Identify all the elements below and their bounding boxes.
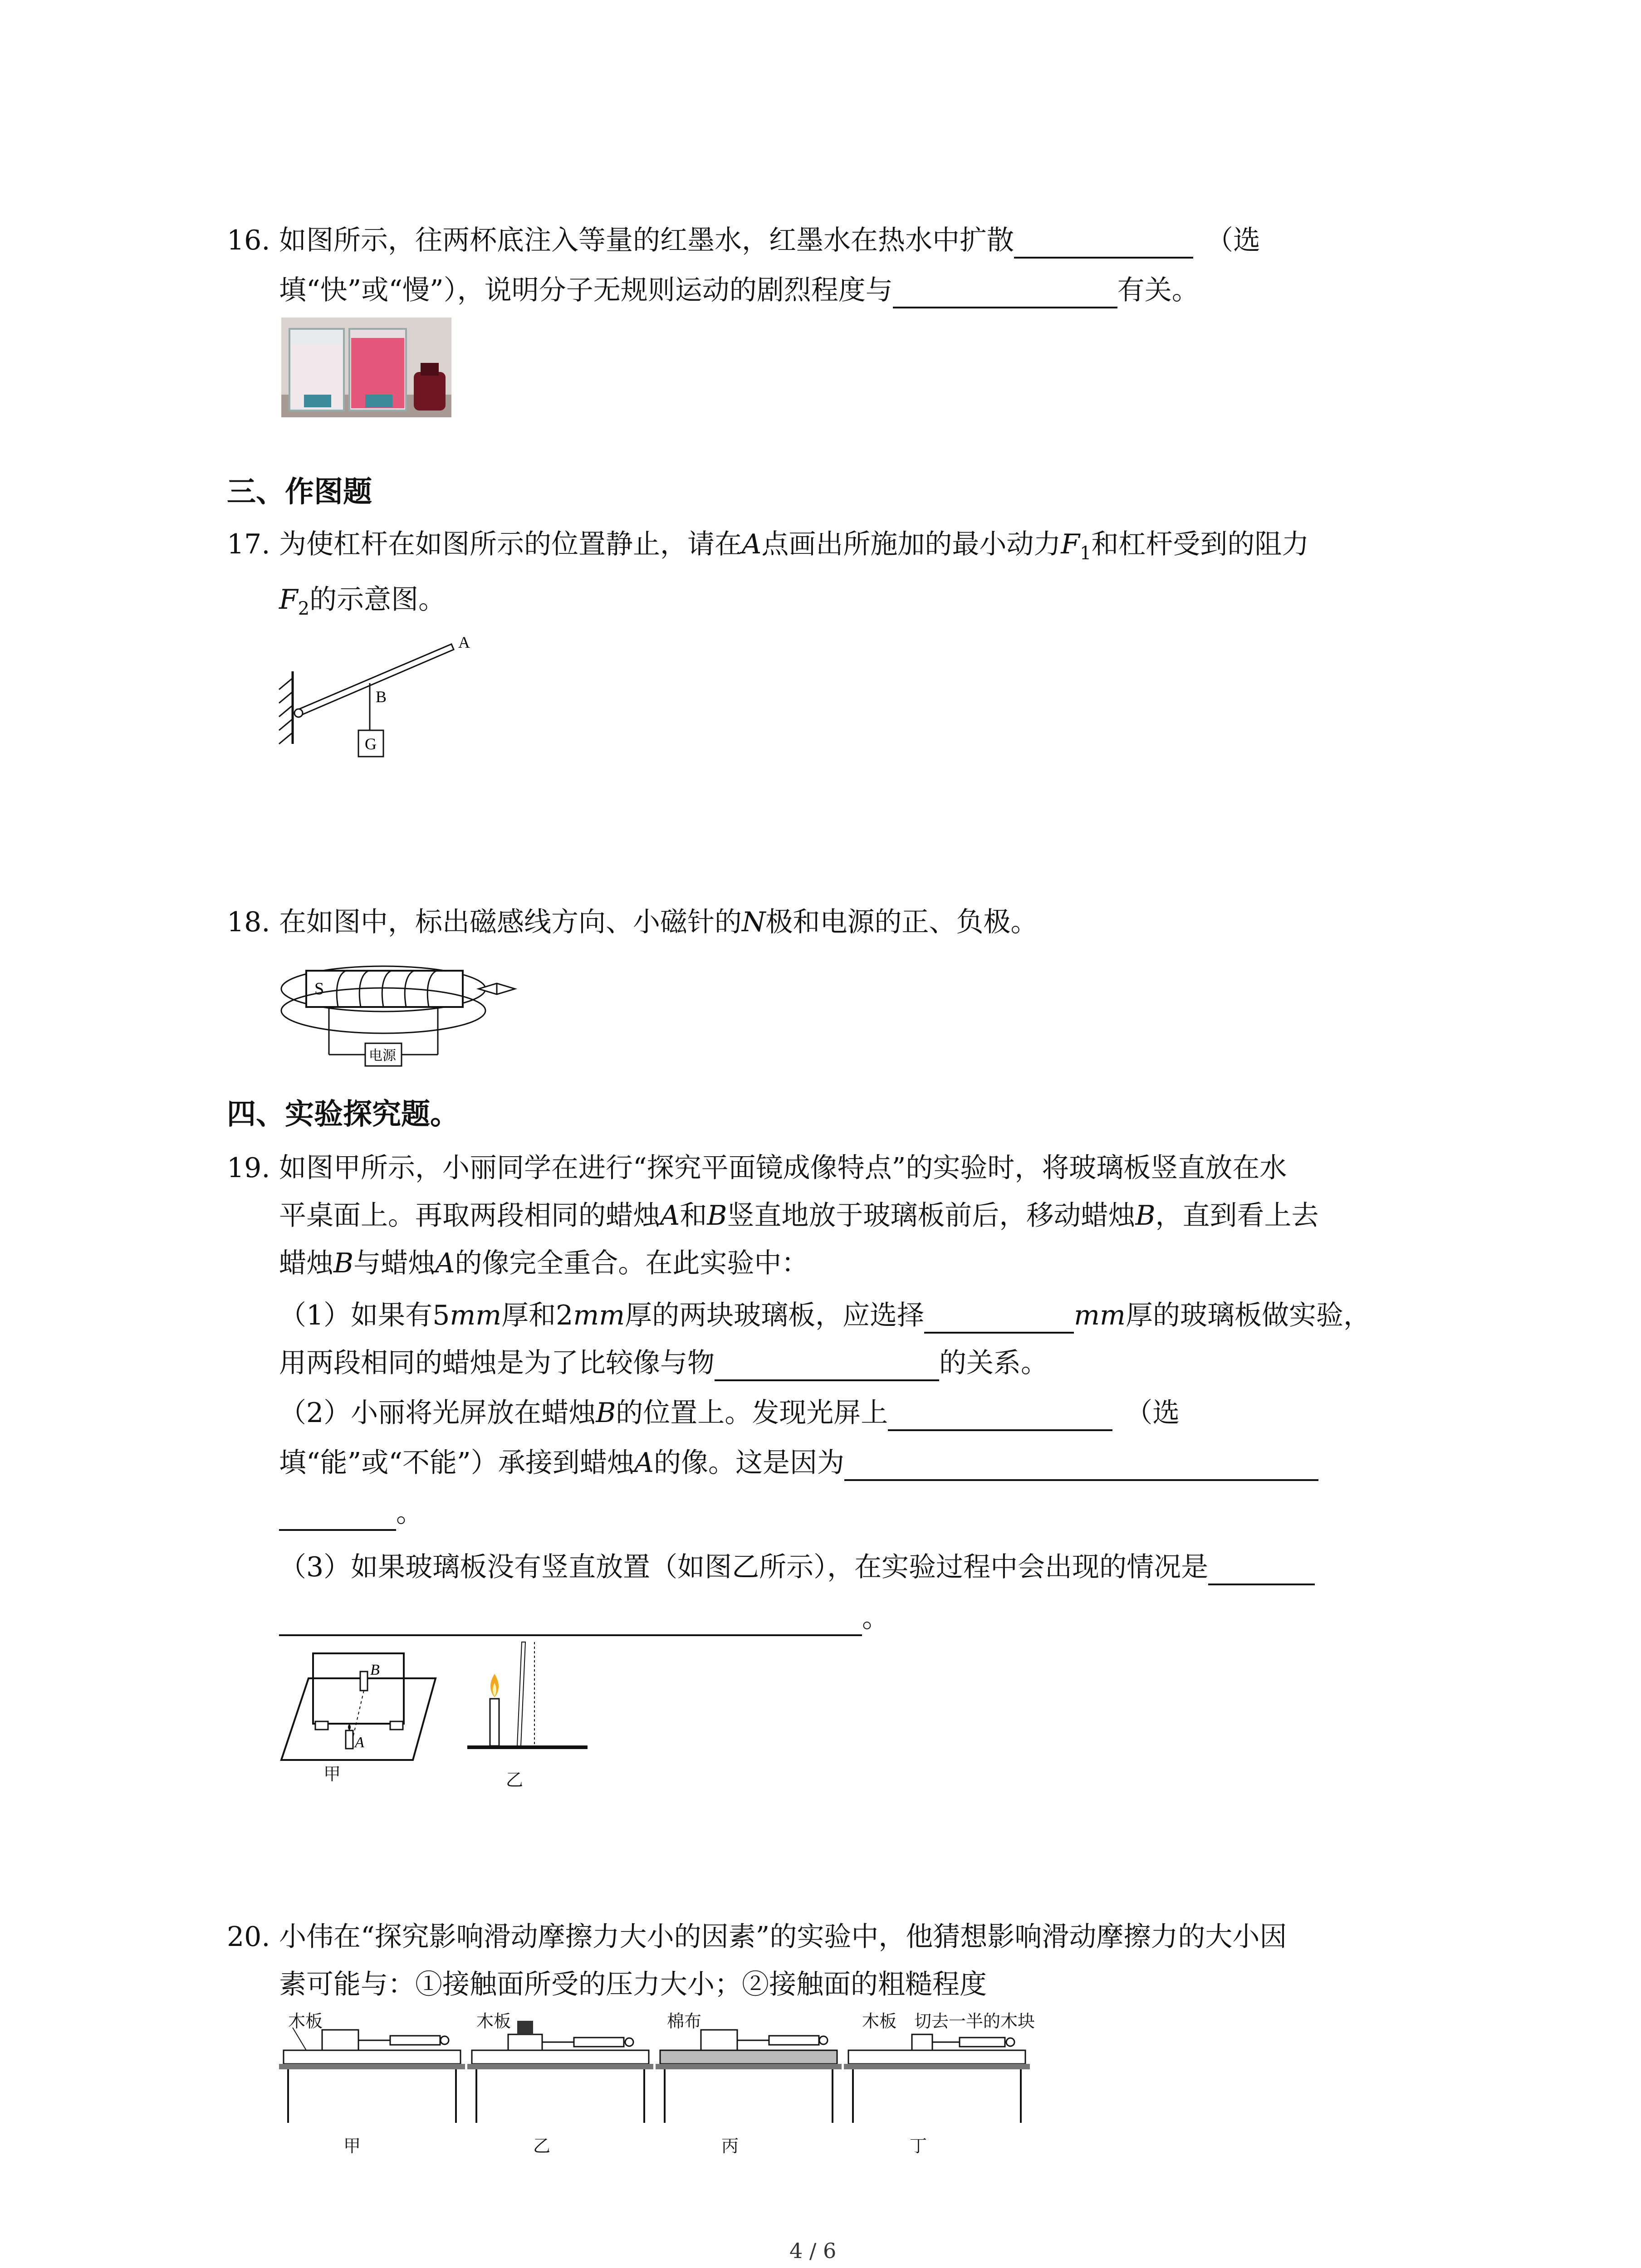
q16-beaker-photo	[281, 318, 451, 417]
q19-fig-jia-caption: 甲	[323, 1764, 341, 1784]
q19-p2-text-f: 。	[396, 1497, 423, 1529]
q19-p1-text-a: （1）如果有	[279, 1300, 433, 1331]
q19-p2-text-a: （2）小丽将光屏放在蜡烛	[279, 1397, 596, 1429]
q19-part1-line1	[279, 1297, 1371, 1334]
q19-part1-line2	[279, 1345, 1048, 1381]
q19-p1-text-d: 厚的玻璃板做实验，	[1125, 1300, 1371, 1331]
q19-a-2: A	[435, 1247, 455, 1279]
q19-text-2c: 竖直地放于玻璃板前后，移动蜡烛	[727, 1200, 1136, 1232]
q20-label-mian-bu: 棉布	[667, 2011, 702, 2031]
q19-text-2b: 和	[680, 1200, 707, 1232]
q19-fig-yi-caption: 乙	[506, 1770, 524, 1790]
q19-part2-line2	[279, 1445, 1318, 1481]
q20-caption-bing: 丙	[721, 2136, 739, 2156]
q18-n-letter: N	[742, 906, 766, 938]
q19-figure-yi	[467, 1642, 590, 1760]
q18-line1	[279, 904, 1038, 940]
q17-line2	[279, 582, 446, 627]
q19-blank-4[interactable]	[844, 1449, 1318, 1481]
q18-solenoid-figure	[279, 953, 551, 1080]
q20-caption-yi: 乙	[533, 2136, 551, 2156]
q19-p2-text-b: 的位置上。发现光屏上	[616, 1397, 888, 1429]
q17-point-a: A	[742, 528, 762, 560]
q18-text-2: 极和电源的正、负极。	[765, 906, 1038, 938]
q19-p1-text-c: 厚的两块玻璃板，应选择	[625, 1300, 925, 1331]
q19-part2-line3	[279, 1495, 423, 1531]
q16-text-4: 有关。	[1117, 274, 1199, 306]
q19-text-3a: 蜡烛	[279, 1247, 333, 1279]
q19-unit-mm-2: mm	[573, 1300, 625, 1331]
q19-b-1: B	[707, 1200, 727, 1232]
q19-figure-jia	[281, 1647, 445, 1792]
q17-fig-label-b: B	[376, 688, 387, 706]
q18-text-1: 在如图中，标出磁感线方向、小磁针的	[279, 906, 742, 938]
q19-blank-2[interactable]	[715, 1349, 939, 1381]
q19-unit-mm-1: mm	[450, 1300, 502, 1331]
q19-p3-text-a: （3）如果玻璃板没有竖直放置（如图乙所示），在实验过程中会出现的情况是	[279, 1551, 1209, 1583]
q19-blank-5-cont[interactable]	[279, 1604, 862, 1636]
q19-p1-text-b: 厚和	[501, 1300, 556, 1331]
page-number: 4 / 6	[789, 2239, 837, 2263]
q19-blank-1[interactable]	[924, 1302, 1074, 1334]
q17-lever-figure	[272, 635, 481, 776]
q19-number: 19.	[227, 1152, 270, 1184]
q19-a-1: A	[660, 1200, 680, 1232]
q19-blank-5[interactable]	[1208, 1554, 1315, 1585]
q19-b-4: B	[596, 1397, 616, 1429]
q17-text-3: 和杠杆受到的阻力	[1091, 528, 1309, 560]
q20-number: 20.	[227, 1921, 270, 1953]
q19-b-3: B	[333, 1247, 354, 1279]
q19-blank-4-cont[interactable]	[279, 1499, 396, 1531]
q19-fig-label-a: A	[355, 1734, 364, 1751]
q20-label-cut-block: 切去一半的木块	[914, 2011, 1035, 2031]
q17-text-1: 为使杠杆在如图所示的位置静止，请在	[279, 528, 742, 560]
q16-blank-2[interactable]	[893, 277, 1117, 308]
q17-f2-sub: 2	[298, 598, 310, 619]
q17-f1-sub: 1	[1079, 543, 1092, 564]
q16-text-2: （选	[1206, 225, 1260, 256]
q16-line2	[279, 272, 1199, 308]
q19-a-3: A	[634, 1447, 654, 1479]
q19-p2-text-e: 的像。这是因为	[654, 1447, 845, 1479]
q19-p1-text-e: 用两段相同的蜡烛是为了比较像与物	[279, 1347, 715, 1379]
q19-value-2: 2	[556, 1300, 573, 1331]
q17-number: 17.	[227, 528, 270, 560]
q18-fig-label-s: S	[314, 979, 324, 998]
q18-number: 18.	[227, 906, 270, 938]
q19-part3-line1	[279, 1549, 1315, 1585]
q19-p2-text-d: 填“能”或“不能”）承接到蜡烛	[279, 1447, 634, 1479]
q20-caption-ding: 丁	[910, 2136, 927, 2156]
q19-line2	[279, 1198, 1319, 1234]
q19-line1: 如图甲所示，小丽同学在进行“探究平面镜成像特点”的实验时，将玻璃板竖直放在水	[279, 1152, 1287, 1184]
q19-part3-line2	[279, 1600, 889, 1636]
q20-fig-yi	[467, 2021, 653, 2123]
q16-text-1: 如图所示，往两杯底注入等量的红墨水，红墨水在热水中扩散	[279, 225, 1014, 256]
q19-text-2a: 平桌面上。再取两段相同的蜡烛	[279, 1200, 660, 1232]
q17-text-4: 的示意图。	[309, 584, 446, 616]
q20-label-mu-ban-1: 木板	[288, 2011, 323, 2031]
q20-line1: 小伟在“探究影响滑动摩擦力大小的因素”的实验中，他猜想影响滑动摩擦力的大小因	[279, 1921, 1287, 1953]
q19-p3-text-b: 。	[862, 1602, 889, 1634]
section-3-title: 三、作图题	[227, 475, 372, 509]
q20-label-mu-ban-2: 木板	[476, 2011, 511, 2031]
q19-blank-3[interactable]	[888, 1399, 1112, 1431]
q19-b-2: B	[1135, 1200, 1156, 1232]
q16-number: 16.	[227, 225, 270, 256]
q16-blank-1[interactable]	[1014, 227, 1193, 259]
q19-p2-text-c: （选	[1125, 1397, 1180, 1429]
q20-line2: 素可能与：①接触面所受的压力大小；②接触面的粗糙程度	[279, 1969, 987, 2000]
q20-caption-jia: 甲	[343, 2136, 361, 2156]
q19-line3	[279, 1245, 808, 1281]
q19-text-2d: ，直到看上去	[1155, 1200, 1319, 1232]
q20-fig-jia	[279, 2028, 465, 2123]
q17-fig-label-a: A	[458, 633, 470, 651]
q20-fig-ding	[844, 2034, 1030, 2123]
q19-p1-text-f: 的关系。	[939, 1347, 1048, 1379]
q16-line1	[279, 222, 1260, 259]
q18-fig-label-power: 电源	[369, 1048, 396, 1064]
q19-text-3c: 的像完全重合。在此实验中：	[455, 1247, 809, 1279]
q17-text-2: 点画出所施加的最小动力	[761, 528, 1061, 560]
q19-unit-mm-3: mm	[1074, 1300, 1126, 1331]
q19-value-5: 5	[432, 1300, 450, 1331]
q19-part2-line1	[279, 1395, 1180, 1431]
q20-label-mu-ban-3: 木板	[862, 2011, 897, 2031]
q19-fig-label-b: B	[370, 1662, 380, 1678]
q17-line1	[279, 526, 1309, 572]
q17-f1-letter: F	[1061, 528, 1080, 560]
q20-fig-bing	[656, 2030, 842, 2123]
q17-fig-label-g: G	[365, 735, 377, 753]
q20-friction-figures	[279, 2014, 1041, 2150]
q19-text-3b: 与蜡烛	[353, 1247, 436, 1279]
q16-text-3: 填“快”或“慢”），说明分子无规则运动的剧烈程度与	[279, 274, 893, 306]
section-4-title: 四、实验探究题。	[227, 1098, 459, 1131]
q17-f2-letter: F	[279, 584, 298, 616]
